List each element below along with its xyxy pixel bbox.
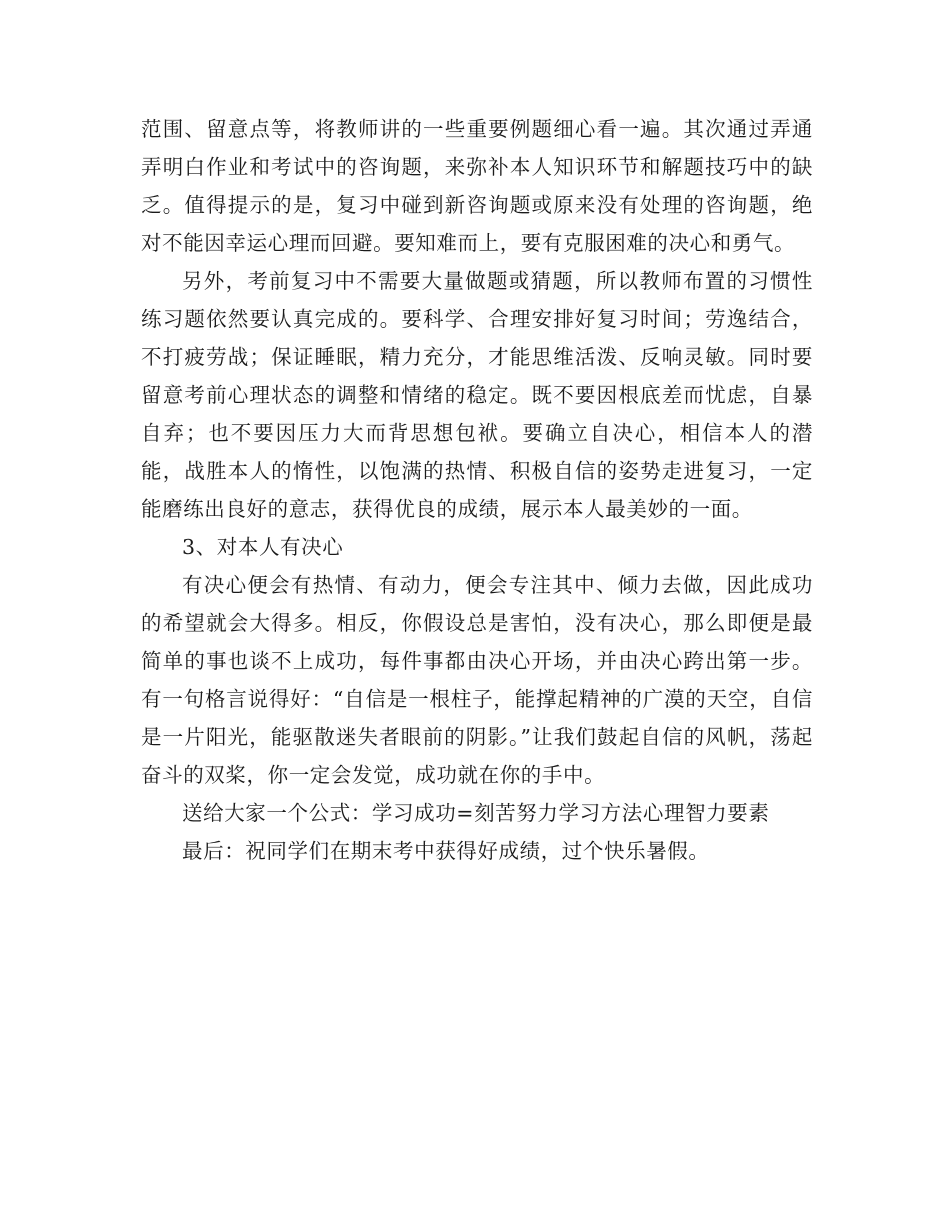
section-heading-confidence: 3、对本人有决心	[182, 535, 344, 559]
paragraph-closing: 最后：祝同学们在期末考中获得好成绩，过个快乐暑假。	[182, 839, 710, 863]
document-body	[141, 110, 813, 870]
paragraph-confidence: 有决心便会有热情、有动力，便会专注其中、倾力去做，因此成功的希望就会大得多。相反，你假设总是害怕，没有决心，那么即便是最简单的事也谈不上成功，每件事都由决心开场，并由决心跨出第一步。有一句格言说得好：“自信是一根柱子，能撑起精神的广漠的天空，自信是一片阳光，能驱散迷失者眼前的阴影。”让我们鼓起自信的风帆，荡起奋斗的双桨，你一定会发觉，成功就在你的手中。	[141, 573, 813, 787]
paragraph-formula: 送给大家一个公式：学习成功=刻苦努力学习方法心理智力要素	[182, 801, 770, 825]
paragraph-review-advice: 另外，考前复习中不需要大量做题或猜题，所以教师布置的习惯性练习题依然要认真完成的。要科学、合理安排好复习时间；劳逸结合，不打疲劳战；保证睡眠，精力充分，才能思维活泼、反响灵敏。同时要留意考前心理状态的调整和情绪的稳定。既不要因根底差而忧虑，自暴自弃；也不要因压力大而背思想包袱。要确立自决心，相信本人的潜能，战胜本人的惰性，以饱满的热情、积极自信的姿势走进复习，一定能磨练出良好的意志，获得优良的成绩，展示本人最美妙的一面。	[141, 269, 813, 521]
paragraph-continued: 范围、留意点等，将教师讲的一些重要例题细心看一遍。其次通过弄通弄明白作业和考试中的咨询题，来弥补本人知识环节和解题技巧中的缺乏。值得提示的是，复习中碰到新咨询题或原来没有处理的咨询题，绝对不能因幸运心理而回避。要知难而上，要有克服困难的决心和勇气。	[141, 117, 813, 255]
